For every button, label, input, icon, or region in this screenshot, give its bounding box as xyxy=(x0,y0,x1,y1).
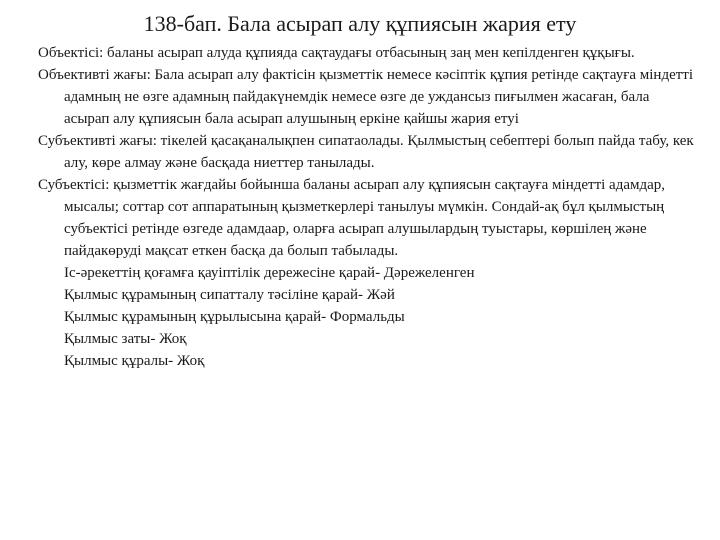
paragraph-objective-side: Объективті жағы: Бала асырап алу фактісін қызметтік немесе кәсіптік құпия ретінде сақтауға міндетті адамның не өзге адамның пайдакүнемдік немесе өзге де уждансыз пиғылмен жасаған, бала асырап алу құпиясын бала асырап алушының еркіне қайшы жария етуі xyxy=(38,67,694,127)
slide-body xyxy=(38,42,698,372)
line-description-method: Қылмыс құрамының сипатталу тәсіліне қарай- Жәй xyxy=(64,287,395,303)
line-structure: Қылмыс құрамының құрылысына қарай- Формальды xyxy=(64,309,405,325)
paragraph-subjective-side: Субъективті жағы: тікелей қасақаналықпен сипатаолады. Қылмыстың себептері болып пайда табу, кек алу, көре алмау және басқада ниеттер танылады. xyxy=(38,133,694,171)
line-danger-degree: Іс-әрекеттің қоғамға қауіптілік дережесіне қарай- Дәрежеленген xyxy=(64,265,475,281)
line-subject-matter: Қылмыс заты- Жоқ xyxy=(64,331,187,347)
page-title: 138-бап. Бала асырап алу құпиясын жария ету xyxy=(143,11,577,36)
paragraph-object: Объектісі: баланы асырап алуда құпияда сақтаудағы отбасының заң мен кепілденген құқығы. xyxy=(38,45,635,61)
paragraph-subject: Субъектісі: қызметтік жағдайы бойынша баланы асырап алу құпиясын сақтауға міндетті адамдар, мысалы; соттар сот аппаратының қызметкерлері танылуы мүмкін. Сондай-ақ бұл қылмыстың субъектісі ретінде өзгеде адамдаар, оларға асырап алушылардың туыстары, көршілең және пайдакөруді мақсат еткен басқа да болып табылады. xyxy=(38,177,666,259)
line-instrument: Қылмыс құралы- Жоқ xyxy=(64,353,205,369)
